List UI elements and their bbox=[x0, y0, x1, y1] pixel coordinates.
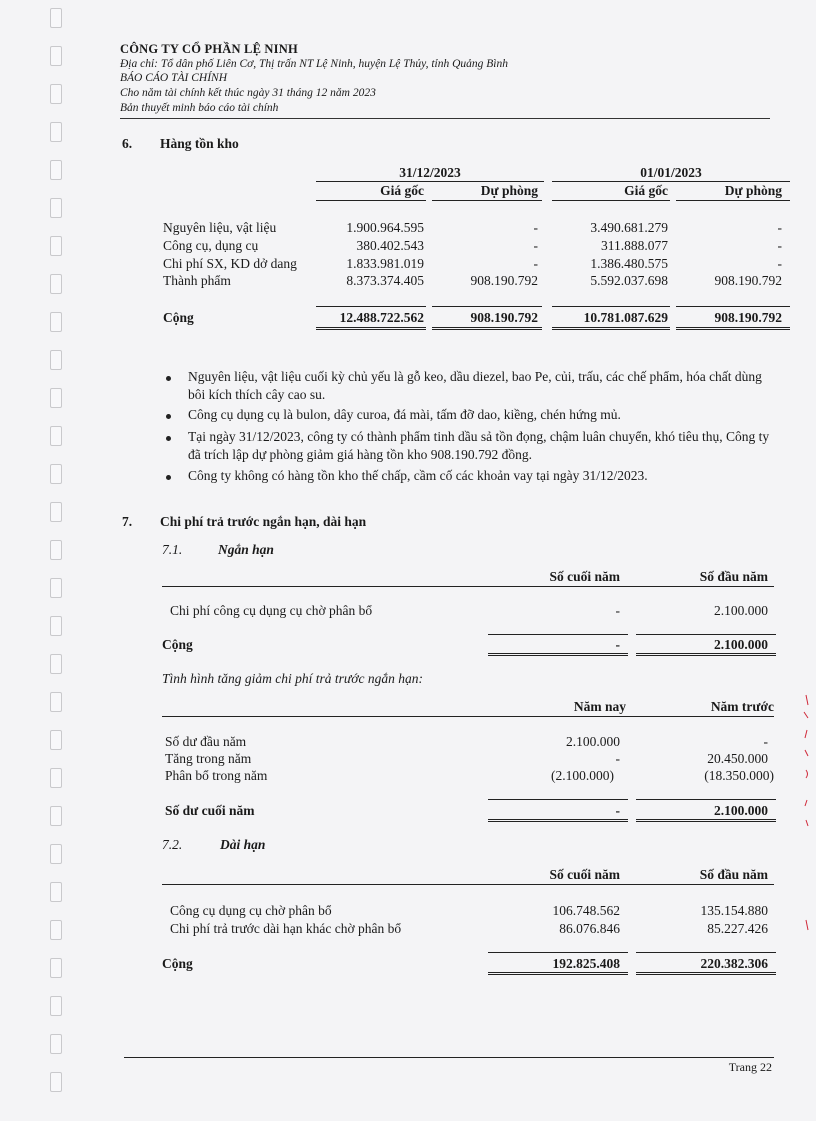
header-begin-of-year-2: Số đầu năm bbox=[699, 867, 768, 882]
binder-holes bbox=[50, 0, 64, 1121]
section-6-title: Hàng tồn kho bbox=[160, 136, 239, 151]
section-7-number: 7. bbox=[122, 514, 133, 529]
company-address: Địa chỉ: Tổ dân phố Liên Cơ, Thị trấn NT Lệ Ninh, huyện Lệ Thủy, tỉnh Quảng Bình bbox=[120, 58, 509, 70]
header-end-of-year: Số cuối năm bbox=[549, 569, 620, 584]
footer-rule bbox=[124, 1057, 774, 1058]
report-notes-title: Bản thuyết minh báo cáo tài chính bbox=[120, 102, 279, 114]
page-number: Trang 22 bbox=[728, 1060, 772, 1074]
company-name: CÔNG TY CỔ PHẦN LỆ NINH bbox=[120, 42, 298, 56]
report-period: Cho năm tài chính kết thúc ngày 31 tháng 12 năm 2023 bbox=[120, 87, 376, 99]
header-prov-1: Dự phòng bbox=[480, 183, 538, 198]
header-begin-of-year: Số đầu năm bbox=[699, 569, 768, 584]
header-this-year: Năm nay bbox=[573, 699, 626, 714]
bullet-provision: Tại ngày 31/12/2023, công ty có thành phẩm tinh dầu sả tồn đọng, chậm luân chuyển, khó tiêu thụ, Công ty đã trích lập dự phòng giảm giá hàng tồn kho 908.190.792 đồng. bbox=[188, 429, 770, 462]
header-cost-1: Giá gốc bbox=[380, 183, 424, 198]
header-prov-2: Dự phòng bbox=[724, 183, 782, 198]
section-7-2-number: 7.2. bbox=[162, 837, 183, 852]
bullet-raw-materials: Nguyên liệu, vật liệu cuối kỳ chủ yếu là gỗ keo, dầu diezel, bao Pe, củi, trấu, các chế phẩm, hóa chất dùng bôi kích thích cây cao su. bbox=[188, 369, 762, 402]
section-7-1-number: 7.1. bbox=[162, 542, 183, 557]
section-6-number: 6. bbox=[122, 136, 133, 151]
bullet-no-pledge: Công ty không có hàng tồn kho thế chấp, cầm cố các khoản vay tại ngày 31/12/2023. bbox=[188, 468, 648, 483]
document-page: CÔNG TY CỔ PHẦN LỆ NINH Địa chỉ: Tổ dân phố Liên Cơ, Thị trấn NT Lệ Ninh, huyện Lệ Thủy, tỉnh Quảng Bình BÁO CÁO TÀI CHÍNH Cho năm tài chính kết thúc ngày 31 tháng 12 năm 2023 Bản thuyết minh báo cáo tài chính 6. Hàng tồn kho 31/12/2023 01/01/2023 Giá gốc Dự phòng Giá gốc Dự phòng Nguyên liệu, vật liệu 1.900.964.595 - 3.490.681.279 - Công cụ, dụng cụ 380.402.543 - 311.888.077 - Chi phí SX, KD dở dang 1.833.981.019 - 1.386.480.575 - Thành phẩm 8.373.374.405 908.190.792 5.592.037.698 908.190.792 Cộng 12.488.722.562 908.190.792 10.781.087.629 908.190.792 Nguyên liệu, vật liệu cuối kỳ chủ yếu là gỗ keo, dầu diezel, bao Pe, củi, trấu, các chế phẩm, hóa chất dùng bôi kích thích cây cao su. Công cụ dụng cụ là bulon, dây curoa, đá mài, tấm đỡ dao, kiềng, chén hứng mủ. Tại ngày 31/12/2023, công ty có thành phẩm tinh dầu sả tồn đọng, chậm luân chuyển, khó tiêu thụ, Công ty đã trích lập dự phòng giảm giá hàng tồn kho 908.190.792 đồng. Công ty không có hàng tồn kho thế chấp, cầm cố các khoản vay tại ngày 31/12/2023. 7. Chi phí trả trước ngắn hạn, dài hạn 7.1. Ngắn hạn Số cuối năm Số đầu năm Chi phí công cụ dụng cụ chờ phân bổ - 2.100.000 Cộng - 2.100.000 Tình hình tăng giảm chi phí trả trước ngắn hạn: Năm nay Năm trước Số dư đầu năm 2.100.000 - Tăng trong năm - 20.450.000 Phân bổ trong năm (2.100.000) (18.350.000) Số dư cuối năm - 2.100.000 7.2. Dài hạn Số cuối năm Số đầu năm Công cụ dụng cụ chờ phân bổ 106.748.562 135.154.880 Chi phí trả trước dài hạn khác chờ phân bổ 86.076.846 85.227.426 Cộng 192.825.408 220.382.306 Trang 22 bbox=[0, 0, 816, 1121]
header-prev-year: Năm trước bbox=[710, 699, 774, 714]
bullet-tools: Công cụ dụng cụ là bulon, dây curoa, đá mài, tấm đỡ dao, kiềng, chén hứng mủ. bbox=[188, 407, 621, 422]
header-end-of-year-2: Số cuối năm bbox=[549, 867, 620, 882]
header-rule bbox=[120, 118, 770, 119]
movement-title: Tình hình tăng giảm chi phí trả trước ngắn hạn: bbox=[162, 671, 423, 686]
section-7-2-title: Dài hạn bbox=[220, 837, 266, 852]
margin-pen-marks bbox=[798, 690, 816, 990]
section-7-title: Chi phí trả trước ngắn hạn, dài hạn bbox=[160, 514, 367, 529]
date-col-2023: 31/12/2023 bbox=[399, 165, 461, 180]
report-title: BÁO CÁO TÀI CHÍNH bbox=[120, 72, 228, 84]
header-cost-2: Giá gốc bbox=[624, 183, 668, 198]
section-7-1-title: Ngắn hạn bbox=[218, 542, 274, 557]
date-col-2022: 01/01/2023 bbox=[640, 165, 702, 180]
